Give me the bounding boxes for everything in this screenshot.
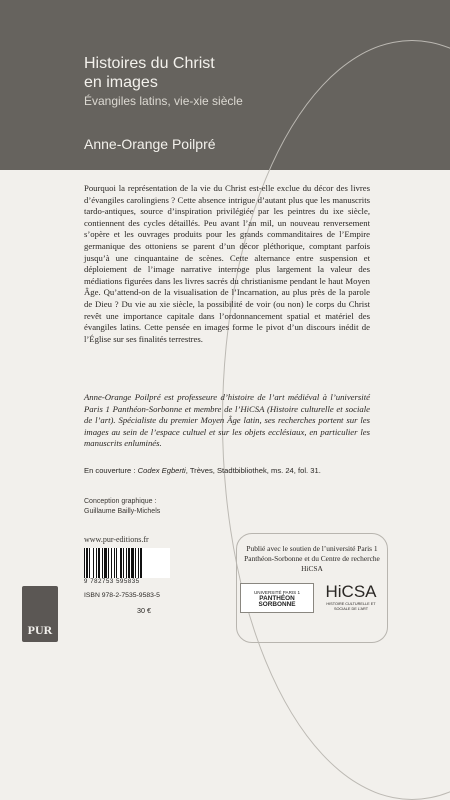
cover-credit-rest: , Trèves, Stadtbibliothek, ms. 24, fol. 31. xyxy=(185,466,321,475)
design-credit xyxy=(84,497,160,517)
paris1-logo xyxy=(240,583,314,613)
title-line-1: Histoires du Christ xyxy=(84,55,215,72)
book-subtitle: Évangiles latins, vie-xie siècle xyxy=(84,94,243,108)
hicsa-logo xyxy=(318,578,384,618)
barcode xyxy=(84,548,170,578)
barcode-bar xyxy=(142,548,143,578)
summary-text: Pourquoi la représentation de la vie du Christ est-elle exclue du décor des livres d’évangiles carolingiens ? Cette absence intrigue d’autant plus que les manuscrits tardo-antiques, source d’inspiration privilégiée par les peintres du ixe siècle, contiennent des cycles détaillés. Peu avant l’an mil, un nouveau renversement s’opère et les ouvrages produits pour les grands commanditaires de l’Empire germanique des ottoniens se parent d’un décor pléthorique, comptant parfois jusqu’à une cinquantaine de scènes. Cette alternance entre suspension et déploiement de l’image narrative interroge plus largement la valeur des médiations figurées dans les livres sacrés du christianisme pendant le haut Moyen Âge. Qu’attend-on de la visualisation de l’Incarnation, au plus près de la parole de Dieu ? Du vie au xie siècle, la possibilité de voir (ou non) le corps du Christ revêt une importance capitale dans l’ordonnancement spatial et matériel des évangiles latins. Cette pensée en images forme le pivot d’un discours inédit de l’Église sur ses finalités terrestres. xyxy=(84,183,370,344)
author-name: Anne-Orange Poilpré xyxy=(84,136,216,152)
cover-credit-title: Codex Egberti xyxy=(137,466,186,475)
cover-credit-prefix: En couverture : xyxy=(84,466,138,475)
price: 30 € xyxy=(137,606,151,615)
design-label: Conception graphique : xyxy=(84,498,157,505)
publisher-url[interactable]: www.pur-editions.fr xyxy=(84,535,149,544)
isbn: ISBN 978-2-7535-9583-5 xyxy=(84,592,160,599)
book-title xyxy=(84,54,215,92)
hicsa-logo-tagline: HISTOIRE CULTURELLE ET SOCIALE DE L’ART xyxy=(326,602,376,611)
title-line-2: en images xyxy=(84,74,158,91)
hicsa-logo-name: HiCSA xyxy=(325,582,377,601)
design-name: Guillaume Bailly-Michels xyxy=(84,508,161,515)
pur-logo: PUR xyxy=(22,586,58,642)
barcode-number: 9 782753 595835 xyxy=(84,579,140,585)
paris1-logo-line2: PANTHÉON SORBONNE xyxy=(258,595,296,608)
cover-credit xyxy=(84,466,384,475)
support-text: Publié avec le soutien de l’université Paris 1 Panthéon-Sorbonne et du Centre de recherche HiCSA xyxy=(244,544,380,573)
author-bio: Anne-Orange Poilpré est professeure d’histoire de l’art médiéval à l’université Paris 1 Panthéon-Sorbonne et membre de l’HiCSA (Histoire culturelle et sociale de l’art). Spécialiste du premier Moyen Âge latin, ses recherches portent sur les images au sein de l’espace cultuel et sur les objets ecclésiaux, en particulier les manuscrits enluminés. xyxy=(84,392,370,449)
paris1-logo-line1: UNIVERSITÉ PARIS 1 xyxy=(253,590,301,595)
